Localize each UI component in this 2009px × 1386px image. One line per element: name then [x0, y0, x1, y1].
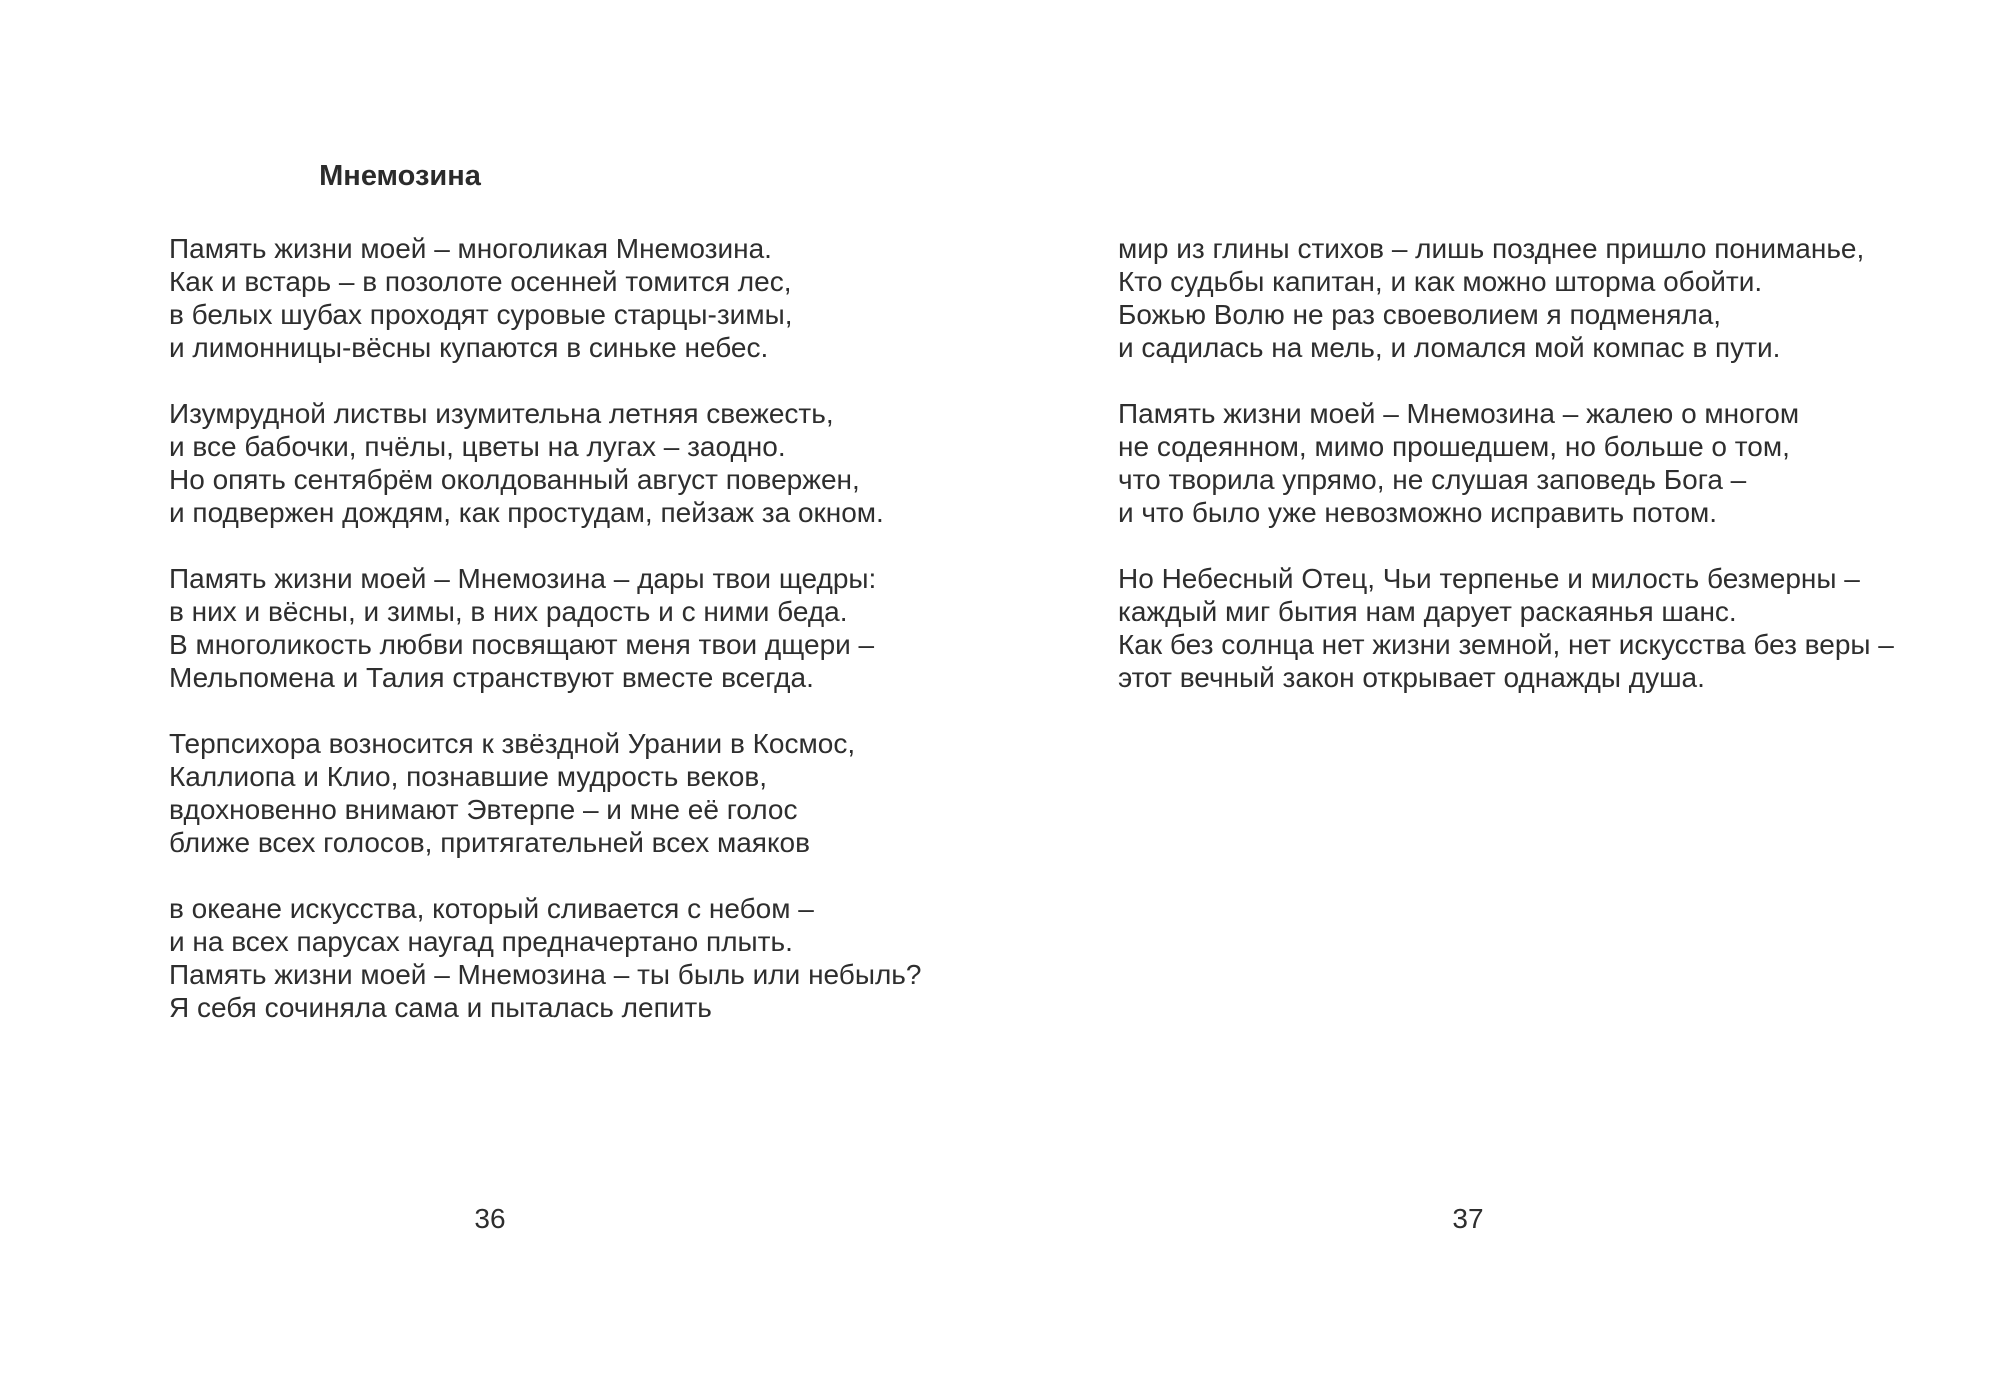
- poem-line: и все бабочки, пчёлы, цветы на лугах – заодно.: [169, 431, 786, 462]
- poem-line: Как и встарь – в позолоте осенней томится лес,: [169, 266, 792, 297]
- poem-line: и лимонницы-вёсны купаются в синьке небес.: [169, 332, 769, 363]
- poem-line: Изумрудной листвы изумительна летняя свежесть,: [169, 398, 834, 429]
- stanza-6: [1118, 232, 1938, 364]
- poem-line: в них и вёсны, и зимы, в них радость и с ними беда.: [169, 596, 848, 627]
- poem-line: Память жизни моей – Мнемозина – ты быль или небыль?: [169, 959, 922, 990]
- poem-line: Каллиопа и Клио, познавшие мудрость веков,: [169, 761, 767, 792]
- poem-line: не содеянном, мимо прошедшем, но больше о том,: [1118, 431, 1790, 462]
- poem-line: В многоликость любви посвящают меня твои дщери –: [169, 629, 875, 660]
- poem-line: каждый миг бытия нам дарует раскаянья шанс.: [1118, 596, 1737, 627]
- poem-line: Память жизни моей – Мнемозина – дары твои щедры:: [169, 563, 877, 594]
- stanza-5: [169, 892, 929, 1024]
- poem-line: в океане искусства, который сливается с небом –: [169, 893, 814, 924]
- stanza-8: [1118, 562, 1938, 694]
- poem-line: Память жизни моей – Мнемозина – жалею о многом: [1118, 398, 1800, 429]
- stanza-2: [169, 397, 929, 529]
- poem-line: Как без солнца нет жизни земной, нет искусства без веры –: [1118, 629, 1894, 660]
- page-right-text: [1118, 232, 1938, 727]
- poem-line: этот вечный закон открывает однажды душа.: [1118, 662, 1705, 693]
- poem-line: мир из глины стихов – лишь позднее пришло пониманье,: [1118, 233, 1865, 264]
- poem-line: Мельпомена и Талия странствуют вместе всегда.: [169, 662, 814, 693]
- stanza-3: [169, 562, 929, 694]
- poem-line: Память жизни моей – многоликая Мнемозина.: [169, 233, 772, 264]
- poem-line: Кто судьбы капитан, и как можно шторма обойти.: [1118, 266, 1763, 297]
- page-left-text: [169, 232, 929, 1057]
- poem-line: что творила упрямо, не слушая заповедь Бога –: [1118, 464, 1747, 495]
- poem-line: Божью Волю не раз своеволием я подменяла,: [1118, 299, 1722, 330]
- page-number-37: 37: [1452, 1203, 1484, 1234]
- poem-line: ближе всех голосов, притягательней всех маяков: [169, 827, 810, 858]
- poem-line: вдохновенно внимают Эвтерпе – и мне её голос: [169, 794, 798, 825]
- poem-line: и садилась на мель, и ломался мой компас в пути.: [1118, 332, 1781, 363]
- poem-line: в белых шубах проходят суровые старцы-зимы,: [169, 299, 793, 330]
- poem-line: и подвержен дождям, как простудам, пейзаж за окном.: [169, 497, 884, 528]
- poem-line: Но опять сентябрём околдованный август повержен,: [169, 464, 860, 495]
- poem-title: Мнемозина: [319, 160, 481, 192]
- stanza-4: [169, 727, 929, 859]
- page-number-36: 36: [474, 1203, 506, 1234]
- poem-line: Но Небесный Отец, Чьи терпенье и милость безмерны –: [1118, 563, 1860, 594]
- poem-line: и на всех парусах наугад предначертано плыть.: [169, 926, 793, 957]
- poem-line: и что было уже невозможно исправить потом.: [1118, 497, 1718, 528]
- stanza-7: [1118, 397, 1938, 529]
- poem-line: Терпсихора возносится к звёздной Урании в Космос,: [169, 728, 856, 759]
- stanza-1: [169, 232, 929, 364]
- poem-line: Я себя сочиняла сама и пыталась лепить: [169, 992, 712, 1023]
